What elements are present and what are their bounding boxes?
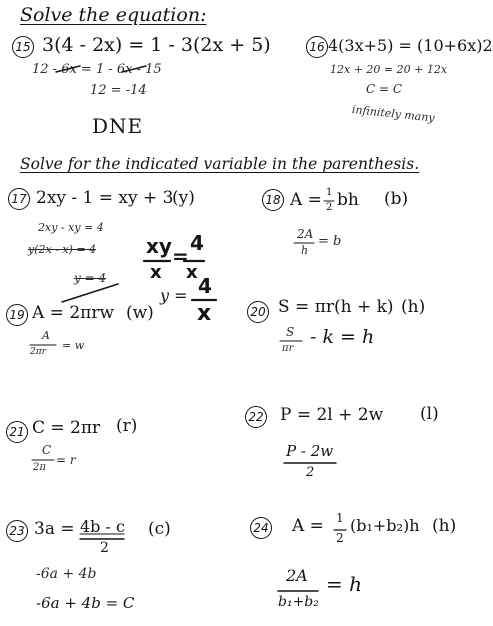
problem-16-number: 16 <box>306 36 328 58</box>
problem-24-eq-num: 1 <box>336 511 344 525</box>
problem-23-answer: -6a + 4b = C <box>36 594 135 612</box>
problem-23-eq-num: 4b - c <box>80 517 125 536</box>
problem-23-eq-den: 2 <box>100 540 109 556</box>
problem-22-answer-den: 2 <box>306 465 315 480</box>
problem-19-answer-rhs: = w <box>62 339 85 352</box>
problem-20-variable: (h) <box>401 297 426 317</box>
problem-23-work-line1: -6a + 4b <box>36 566 97 582</box>
problem-17-answer-lhs: y = <box>160 286 188 305</box>
problem-24-eq-den: 2 <box>336 531 344 545</box>
problem-15-number: 15 <box>12 36 34 58</box>
problem-19-equation: A = 2πrw <box>32 303 114 323</box>
problem-18-answer-num: 2A <box>297 227 314 241</box>
problem-15-crossout-1 <box>56 66 80 72</box>
problem-19-answer-den: 2πr <box>30 347 46 357</box>
problem-17-work-line1: 2xy - xy = 4 <box>38 221 104 234</box>
problem-18-eq-rhs: bh <box>337 190 359 210</box>
problem-18-number: 18 <box>262 189 284 211</box>
problem-17-answer-den: x <box>197 301 212 326</box>
problem-17-frac-equals: = <box>172 244 189 268</box>
problem-22-equation: P = 2l + 2w <box>280 405 384 425</box>
problem-24-answer-num: 2A <box>286 566 308 585</box>
problem-22-variable: (l) <box>420 404 439 424</box>
problem-17-slash <box>62 284 118 302</box>
problem-23-variable: (c) <box>148 519 171 539</box>
problem-20-number: 20 <box>247 301 269 323</box>
problem-18-answer-rhs: = b <box>318 234 342 249</box>
problem-19-answer-num: A <box>42 329 50 342</box>
problem-15-crossout-2 <box>122 66 146 72</box>
problem-18-eq-num: 1 <box>326 187 333 198</box>
problem-17-work-line3: y = 4 <box>74 271 107 285</box>
problem-17-number: 17 <box>8 188 30 210</box>
problem-16-answer: infinitely many <box>351 103 436 125</box>
problem-24-eq-rhs: (b₁+b₂)h <box>350 516 420 535</box>
problem-21-equation: C = 2πr <box>32 418 101 438</box>
problem-18-eq-lhs: A = <box>290 190 322 210</box>
problem-17-frac-right-num: 4 <box>190 231 204 255</box>
problem-17-frac-left-num: xy <box>146 234 172 258</box>
problem-21-answer-rhs: = r <box>56 453 76 467</box>
problem-19-number: 19 <box>6 304 28 326</box>
problem-15-equation: 3(4 - 2x) = 1 - 3(2x + 5) <box>42 34 271 56</box>
problem-21-variable: (r) <box>116 416 138 436</box>
problem-15-answer: DNE <box>92 114 144 138</box>
problem-17-answer-num: 4 <box>198 274 212 298</box>
problem-20-equation: S = πr(h + k) <box>278 297 394 317</box>
problem-21-answer-den: 2π <box>33 462 46 473</box>
problem-16-work-line1: 12x + 20 = 20 + 12x <box>330 63 448 76</box>
problem-22-answer-num: P - 2w <box>286 442 334 460</box>
problem-16-work-line2: C = C <box>366 82 403 96</box>
problem-24-answer-rhs: = h <box>326 572 362 596</box>
problem-17-frac-right-den: x <box>186 262 198 283</box>
problem-18-variable: (b) <box>384 189 409 209</box>
section2-title: Solve for the indicated variable in the parenthesis. <box>20 155 420 173</box>
problem-22-number: 22 <box>245 406 267 428</box>
problem-23-number: 23 <box>6 520 28 542</box>
problem-17-frac-left-den: x <box>150 262 162 283</box>
problem-21-number: 21 <box>6 421 28 443</box>
problem-20-answer-num: S <box>286 325 295 339</box>
problem-16-equation: 4(3x+5) = (10+6x)2 <box>328 36 493 55</box>
problem-18-answer-den: h <box>301 244 309 257</box>
problem-18-eq-den: 2 <box>326 202 333 213</box>
problem-21-answer-num: C <box>42 443 52 457</box>
problem-20-answer-rhs: - k = h <box>310 326 375 348</box>
problem-19-variable: (w) <box>126 303 154 323</box>
problem-23-eq-lhs: 3a = <box>34 519 75 539</box>
problem-17-variable: (y) <box>172 188 195 208</box>
section1-title: Solve the equation: <box>20 4 207 26</box>
problem-15-work-line2: 12 = -14 <box>90 83 147 98</box>
problem-15-work-line1: 12 - 6x = 1 - 6x - 15 <box>32 62 162 77</box>
problem-24-answer-den: b₁+b₂ <box>278 594 319 610</box>
problem-20-answer-den: πr <box>282 343 294 354</box>
problem-17-work-line2: y(2x - x) = 4 <box>28 243 97 256</box>
problem-17-equation: 2xy - 1 = xy + 3 <box>36 188 174 208</box>
problem-24-variable: (h) <box>432 516 457 536</box>
problem-24-eq-lhs: A = <box>292 516 324 536</box>
problem-24-number: 24 <box>250 517 272 539</box>
